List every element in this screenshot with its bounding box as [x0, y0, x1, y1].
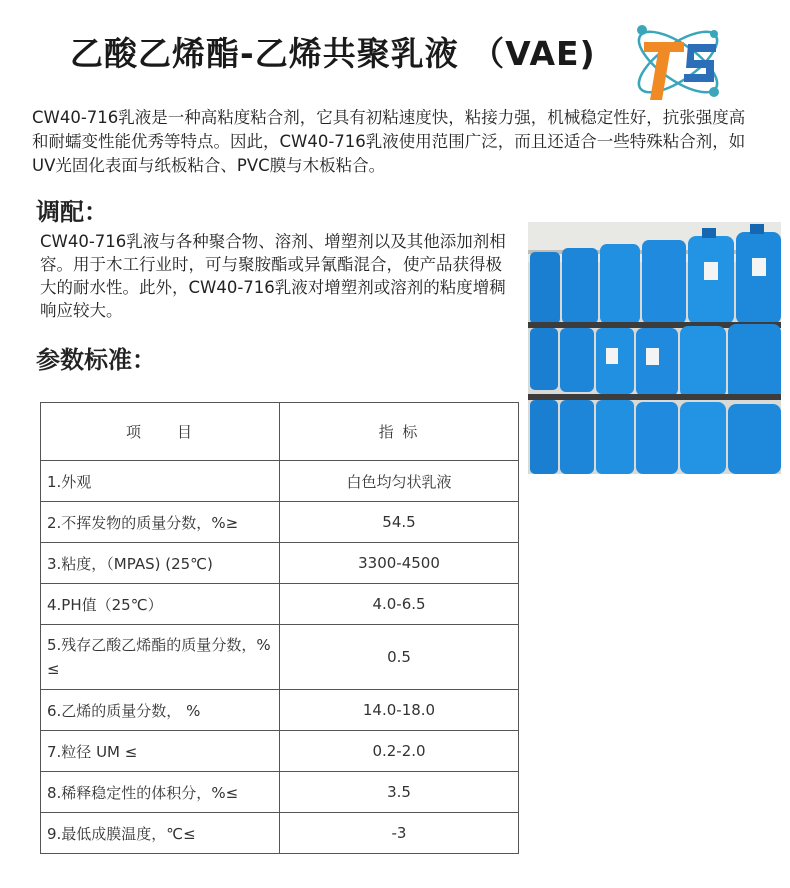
row-value: 3300-4500	[280, 543, 519, 584]
spec-table	[40, 402, 519, 854]
intro-paragraph: CW40-716乳液是一种高粘度粘合剂，它具有初粘速度快，粘接力强，机械稳定性好，抗张强度高和耐蠕变性能优秀等特点。因此，CW40-716乳液使用范围广泛，而且还适合一些特殊粘合剂，如UV光固化表面与纸板粘合、PVC膜与木板粘合。	[32, 108, 746, 175]
row-item: 8.稀释稳定性的体积分，%≤	[41, 772, 280, 813]
mix-paragraph: CW40-716乳液与各种聚合物、溶剂、增塑剂以及其他添加剂相容。用于木工行业时，可与聚胺酯或异氰酯混合，使产品获得极大的耐水性。此外，CW40-716乳液对增塑剂或溶剂的粘度增稠响应较大。	[40, 232, 506, 320]
table-row	[41, 543, 519, 584]
table-header-row	[41, 403, 519, 461]
row-value: 14.0-18.0	[280, 690, 519, 731]
row-value: -3	[280, 813, 519, 854]
header-item: 项 目	[41, 403, 280, 461]
row-item: 5.残存乙酸乙烯酯的质量分数，% ≤	[41, 625, 280, 690]
params-heading: 参数标准：	[36, 346, 156, 374]
ts-atom-logo-icon	[628, 12, 728, 112]
row-item: 7.粒径 UM ≤	[41, 731, 280, 772]
table-row	[41, 813, 519, 854]
row-item: 2.不挥发物的质量分数，%≥	[41, 502, 280, 543]
table-row	[41, 502, 519, 543]
row-item: 1.外观	[41, 461, 280, 502]
table-row	[41, 772, 519, 813]
mix-heading: 调配：	[36, 198, 108, 226]
row-item: 9.最低成膜温度，℃≤	[41, 813, 280, 854]
row-value: 0.5	[280, 625, 519, 690]
row-value: 54.5	[280, 502, 519, 543]
row-item: 3.粘度，（MPAS) (25℃)	[41, 543, 280, 584]
table-row	[41, 731, 519, 772]
header-value: 指 标	[280, 403, 519, 461]
row-value: 0.2-2.0	[280, 731, 519, 772]
table-row	[41, 461, 519, 502]
page-title: 乙酸乙烯酯-乙烯共聚乳液 （VAE)	[70, 34, 596, 73]
row-value: 白色均匀状乳液	[280, 461, 519, 502]
row-item: 4.PH值（25℃）	[41, 584, 280, 625]
drums-illustration	[528, 222, 781, 474]
blue-drums-photo	[528, 222, 781, 474]
row-value: 3.5	[280, 772, 519, 813]
table-row	[41, 625, 519, 690]
row-item: 6.乙烯的质量分数， %	[41, 690, 280, 731]
row-value: 4.0-6.5	[280, 584, 519, 625]
table-row	[41, 584, 519, 625]
table-row	[41, 690, 519, 731]
